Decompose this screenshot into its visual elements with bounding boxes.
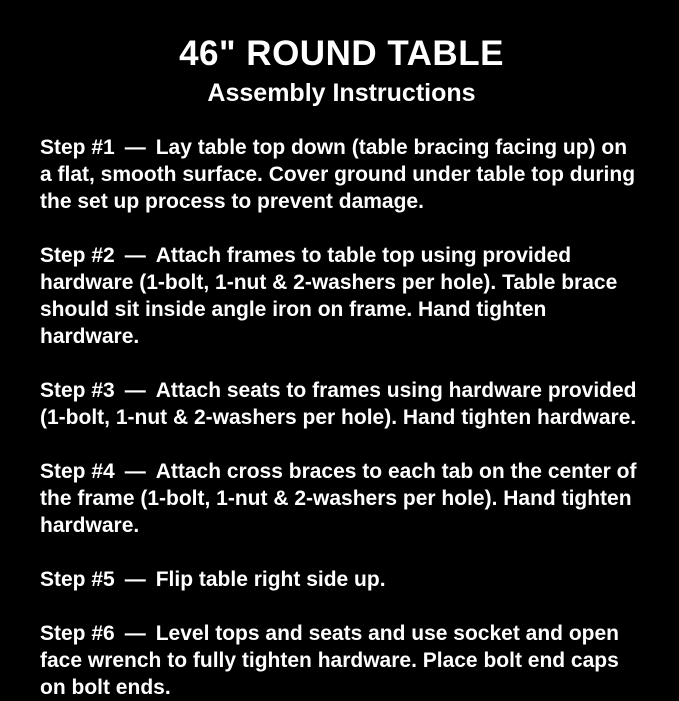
step-dash: — [124,136,146,159]
page-subtitle: Assembly Instructions [207,79,476,107]
page-title: 46" ROUND TABLE [179,34,504,73]
step-item-1 [40,134,643,215]
step-dash: — [124,379,146,402]
step-dash: — [124,244,146,267]
step-dash: — [124,622,146,645]
step-label: Step #4 [40,460,115,483]
step-item-3 [40,377,643,431]
step-item-2 [40,242,643,350]
step-item-6 [40,620,643,701]
step-label: Step #1 [40,136,115,159]
step-text: Attach frames to table top using provided hardware (1-bolt, 1-nut & 2-washers per hole). Table brace should sit inside angle iron on frame. Hand tighten hardware. [40,244,618,348]
step-text: Flip table right side up. [155,568,386,591]
step-label: Step #2 [40,244,115,267]
step-text: Attach seats to frames using hardware provided (1-bolt, 1-nut & 2-washers per hole). Hand tighten hardware. [40,379,637,429]
step-item-4 [40,458,643,539]
step-dash: — [124,460,146,483]
step-label: Step #3 [40,379,115,402]
step-label: Step #6 [40,622,115,645]
step-label: Step #5 [40,568,115,591]
step-item-5 [40,566,643,593]
step-dash: — [124,568,146,591]
step-text: Attach cross braces to each tab on the center of the frame (1-bolt, 1-nut & 2-washers per hole). Hand tighten hardware. [40,460,637,537]
steps-list [40,134,643,701]
step-text: Lay table top down (table bracing facing up) on a flat, smooth surface. Cover ground under table top during the set up process to prevent damage. [40,136,636,213]
step-text: Level tops and seats and use socket and open face wrench to fully tighten hardware. Place bolt end caps on bolt ends. [40,622,620,699]
